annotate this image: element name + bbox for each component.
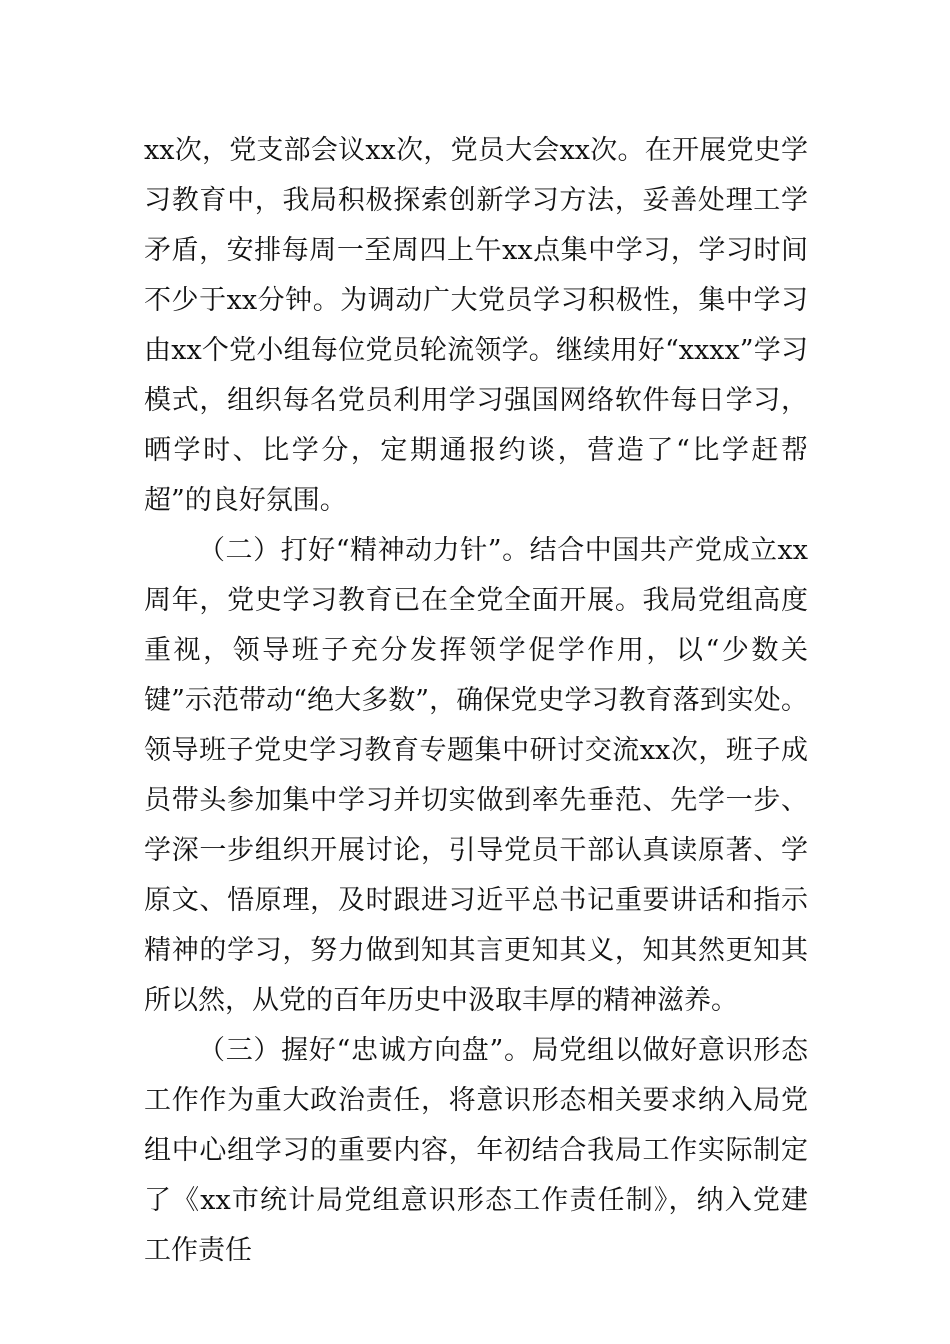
document-body	[144, 126, 808, 1276]
paragraph-continuation: xx次，党支部会议xx次，党员大会xx次。在开展党史学习教育中，我局积极探索创新学习方法，妥善处理工学矛盾，安排每周一至周四上午xx点集中学习，学习时间不少于xx分钟。为调动广大党员学习积极性，集中学习由xx个党小组每位党员轮流领学。继续用好“xxxx”学习模式，组织每名党员利用学习强国网络软件每日学习，晒学时、比学分，定期通报约谈，营造了“比学赶帮超”的良好氛围。	[144, 135, 808, 516]
paragraph-section-three: （三）握好“忠诚方向盘”。局党组以做好意识形态工作作为重大政治责任，将意识形态相关要求纳入局党组中心组学习的重要内容，年初结合我局工作实际制定了《xx市统计局党组意识形态工作责任制》，纳入党建工作责任	[144, 1035, 808, 1266]
paragraph-section-two: （二）打好“精神动力针”。结合中国共产党成立xx周年，党史学习教育已在全党全面开展。我局党组高度重视，领导班子充分发挥领学促学作用，以“少数关键”示范带动“绝大多数”，确保党史学习教育落到实处。领导班子党史学习教育专题集中研讨交流xx次，班子成员带头参加集中学习并切实做到率先垂范、先学一步、学深一步组织开展讨论，引导党员干部认真读原著、学原文、悟原理，及时跟进习近平总书记重要讲话和指示精神的学习，努力做到知其言更知其义，知其然更知其所以然，从党的百年历史中汲取丰厚的精神滋养。	[144, 535, 808, 1016]
